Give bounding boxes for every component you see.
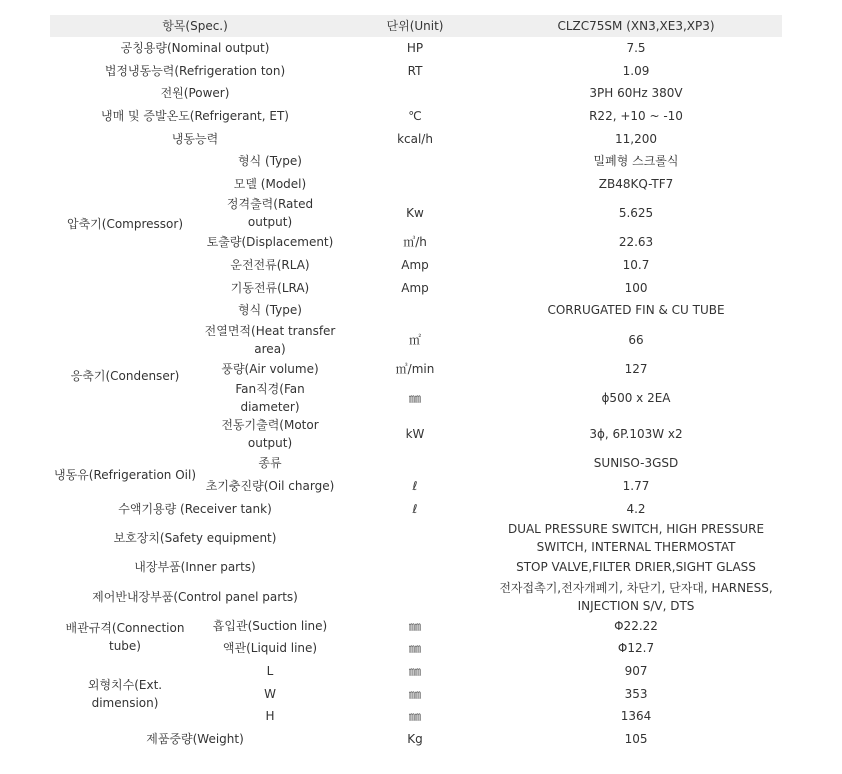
table-row [50,520,782,556]
row-unit: ㎜ [409,618,422,633]
row-unit: kW [405,427,425,442]
row-value: 3ϕ, 6P.103W x2 [589,427,683,442]
table-row [50,452,782,475]
row-value: 3PH 60Hz 380V [589,86,683,101]
row-label: L [266,663,274,678]
row-unit [340,452,490,475]
row-label: H [265,709,275,724]
row-label: 토출량(Displacement) [206,235,334,250]
row-value: 127 [624,361,648,376]
row-unit: RT [407,63,423,78]
row-label: W [264,686,276,701]
row-value: CORRUGATED FIN & CU TUBE [547,303,725,318]
row-value: 907 [624,663,648,678]
row-value: ϕ500 x 2EA [601,391,671,406]
row-label: 모델 (Model) [233,176,307,191]
row-label: 흡입관(Suction line) [212,618,328,633]
group-label-dimension: 외형치수(Ext. dimension) [87,677,163,710]
row-unit: ㎜ [409,663,422,678]
row-unit [340,520,490,556]
row-value: 11,200 [615,131,658,146]
row-label: 전동기출력(Motor output) [221,418,319,451]
table-row [50,579,782,615]
table-row [50,660,782,683]
group-label-connection: 배관규격(Connection tube) [65,621,185,654]
row-value: 353 [624,686,648,701]
table-row [50,497,782,520]
row-label: 종류 [258,456,282,471]
row-label: 정격출력(Rated output) [226,197,314,230]
table-row [50,37,782,60]
row-value: 4.2 [626,501,646,516]
row-unit: ℃ [408,109,422,124]
row-label: 보호장치(Safety equipment) [113,530,277,545]
row-label: 기동전류(LRA) [230,280,310,295]
row-unit: ㎥/h [403,235,427,250]
table-header [50,15,782,37]
table-row [50,60,782,83]
row-label: 수액기용량 (Receiver tank) [118,501,272,516]
row-value: Φ12.7 [617,641,655,656]
group-label-condenser: 응축기(Condenser) [70,368,180,383]
row-label: 운전전류(RLA) [230,258,310,273]
header-row [50,15,782,37]
table-row [50,127,782,150]
row-unit [340,150,490,173]
row-unit [340,556,490,579]
row-label: 법정냉동능력(Refrigeration ton) [104,63,286,78]
row-value: STOP VALVE,FILTER DRIER,SIGHT GLASS [516,560,756,575]
row-unit: kcal/h [397,131,433,146]
row-value: R22, +10 ~ -10 [589,109,683,124]
row-label: 초기충진량(Oil charge) [205,479,335,494]
header-item: 항목(Spec.) [50,15,340,37]
row-value: ZB48KQ-TF7 [598,176,674,191]
row-unit: ℓ [412,479,418,494]
row-label: 제어반내장부품(Control panel parts) [92,589,298,604]
row-label: 풍량(Air volume) [221,361,319,376]
row-value: Φ22.22 [614,618,658,633]
table-row [50,299,782,322]
row-unit: ㎡ [409,332,422,347]
table-row [50,105,782,128]
row-value: 밀폐형 스크롤식 [593,154,679,169]
row-value: 100 [624,280,648,295]
row-label: 전열면적(Heat transfer area) [204,323,336,356]
row-label: 냉동능력 [171,131,219,146]
table-row [50,150,782,173]
row-value: 1.77 [622,479,650,494]
row-unit: ㎜ [409,391,422,406]
row-unit: HP [406,41,424,56]
row-label: 제품중량(Weight) [146,731,244,746]
row-unit: ㎜ [409,709,422,724]
row-label: 형식 (Type) [238,303,302,318]
row-unit: ℓ [412,501,418,516]
row-unit: Amp [401,258,429,273]
row-label: 전원(Power) [160,86,230,101]
row-value: 5.625 [618,206,654,221]
row-unit: Kw [406,206,424,221]
table-row [50,615,782,638]
group-label-oil: 냉동유(Refrigeration Oil) [54,467,197,482]
row-value: 22.63 [618,235,654,250]
row-value: 105 [624,731,648,746]
group-label-compressor: 압축기(Compressor) [67,217,183,232]
row-value: 7.5 [626,41,646,56]
row-label: 액관(Liquid line) [222,641,318,656]
row-label: 공칭용량(Nominal output) [120,41,270,56]
spec-table [50,15,782,750]
header-model: CLZC75SM (XN3,XE3,XP3) [490,15,782,37]
row-value: 1364 [620,709,652,724]
row-value: 전자접촉기,전자개폐기, 차단기, 단자대, HARNESS, INJECTION S/V, DTS [499,580,773,613]
row-unit: ㎜ [409,641,422,656]
row-label: 내장부품(Inner parts) [134,560,256,575]
row-unit: ㎜ [409,686,422,701]
row-value: 66 [628,332,644,347]
row-unit: Kg [407,731,423,746]
row-value: 1.09 [622,63,650,78]
table-row [50,727,782,750]
row-value: SUNISO-3GSD [593,456,679,471]
row-unit [340,173,490,196]
row-unit: ㎥/min [395,361,435,376]
row-unit [340,82,490,105]
table-row [50,82,782,105]
row-label: 형식 (Type) [238,154,302,169]
header-unit: 단위(Unit) [340,15,490,37]
row-label: Fan직경(Fan diameter) [235,382,305,415]
row-value: 10.7 [622,258,650,273]
row-unit: Amp [401,280,429,295]
row-value: DUAL PRESSURE SWITCH, HIGH PRESSURE SWITCH, INTERNAL THERMOSTAT [507,521,765,554]
row-unit [340,299,490,322]
row-unit [340,579,490,615]
table-row [50,556,782,579]
row-label: 냉매 및 증발온도(Refrigerant, ET) [101,109,289,124]
